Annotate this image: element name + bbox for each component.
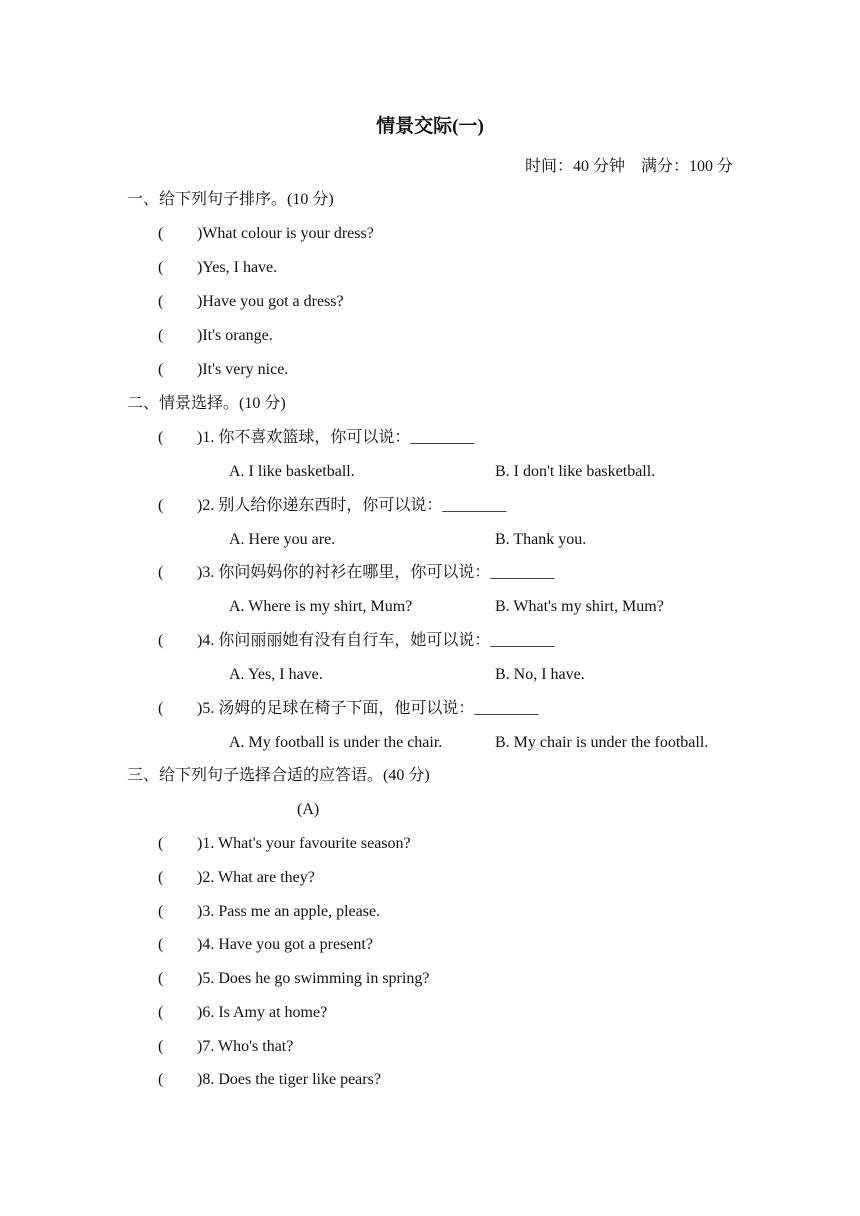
question-text: )6. Is Amy at home? xyxy=(197,1004,328,1021)
answer-paren[interactable]: ( xyxy=(158,869,164,886)
answer-paren[interactable]: ( xyxy=(158,497,164,514)
section-3-subheading: (A) xyxy=(297,801,320,818)
option-b: B. I don't like basketball. xyxy=(495,463,656,480)
question-text: )8. Does the tiger like pears? xyxy=(197,1071,381,1088)
question-text: )3. 你问妈妈你的衬衫在哪里，你可以说：________ xyxy=(197,564,555,581)
question-text: )4. 你问丽丽她有没有自行车，她可以说：________ xyxy=(197,632,555,649)
option-b: B. My chair is under the football. xyxy=(495,734,709,751)
question-text: )5. Does he go swimming in spring? xyxy=(197,970,430,987)
sentence: )It's orange. xyxy=(197,327,273,344)
answer-paren[interactable]: ( xyxy=(158,936,164,953)
question-text: )2. What are they? xyxy=(197,869,315,886)
option-a: A. Where is my shirt, Mum? xyxy=(229,598,413,615)
answer-paren[interactable]: ( xyxy=(158,564,164,581)
answer-paren[interactable]: ( xyxy=(158,835,164,852)
section-3-heading: 三、给下列句子选择合适的应答语。(40 分) xyxy=(127,767,430,784)
answer-paren[interactable]: ( xyxy=(158,293,164,310)
option-a: A. My football is under the chair. xyxy=(229,734,443,751)
answer-paren[interactable]: ( xyxy=(158,903,164,920)
sentence: )What colour is your dress? xyxy=(197,225,374,242)
question-text: )3. Pass me an apple, please. xyxy=(197,903,381,920)
full-score: 满分：100 分 xyxy=(640,158,733,175)
question-text: )1. What's your favourite season? xyxy=(197,835,411,852)
answer-paren[interactable]: ( xyxy=(158,327,164,344)
answer-paren[interactable]: ( xyxy=(158,429,164,446)
question-text: )7. Who's that? xyxy=(197,1038,294,1055)
option-a: A. Yes, I have. xyxy=(229,666,323,683)
question-text: )2. 别人给你递东西时，你可以说：________ xyxy=(197,497,507,514)
option-b: B. Thank you. xyxy=(495,531,587,548)
option-a: A. I like basketball. xyxy=(229,463,355,480)
option-a: A. Here you are. xyxy=(229,531,336,548)
section-1-heading: 一、给下列句子排序。(10 分) xyxy=(127,191,334,208)
answer-paren[interactable]: ( xyxy=(158,1004,164,1021)
answer-paren[interactable]: ( xyxy=(158,361,164,378)
sentence: )Have you got a dress? xyxy=(197,293,344,310)
answer-paren[interactable]: ( xyxy=(158,632,164,649)
answer-paren[interactable]: ( xyxy=(158,970,164,987)
question-text: )1. 你不喜欢篮球，你可以说：________ xyxy=(197,429,475,446)
answer-paren[interactable]: ( xyxy=(158,700,164,717)
question-text: )5. 汤姆的足球在椅子下面，他可以说：________ xyxy=(197,700,539,717)
answer-paren[interactable]: ( xyxy=(158,1038,164,1055)
answer-paren[interactable]: ( xyxy=(158,259,164,276)
sentence: )Yes, I have. xyxy=(197,259,278,276)
question-text: )4. Have you got a present? xyxy=(197,936,373,953)
time-limit: 时间：40 分钟 xyxy=(524,158,625,175)
sentence: )It's very nice. xyxy=(197,361,289,378)
exam-meta xyxy=(525,157,733,177)
answer-paren[interactable]: ( xyxy=(158,225,164,242)
section-2-heading: 二、情景选择。(10 分) xyxy=(127,395,286,412)
option-b: B. What's my shirt, Mum? xyxy=(495,598,664,615)
page-title: 情景交际(一) xyxy=(376,116,484,137)
option-b: B. No, I have. xyxy=(495,666,585,683)
answer-paren[interactable]: ( xyxy=(158,1071,164,1088)
